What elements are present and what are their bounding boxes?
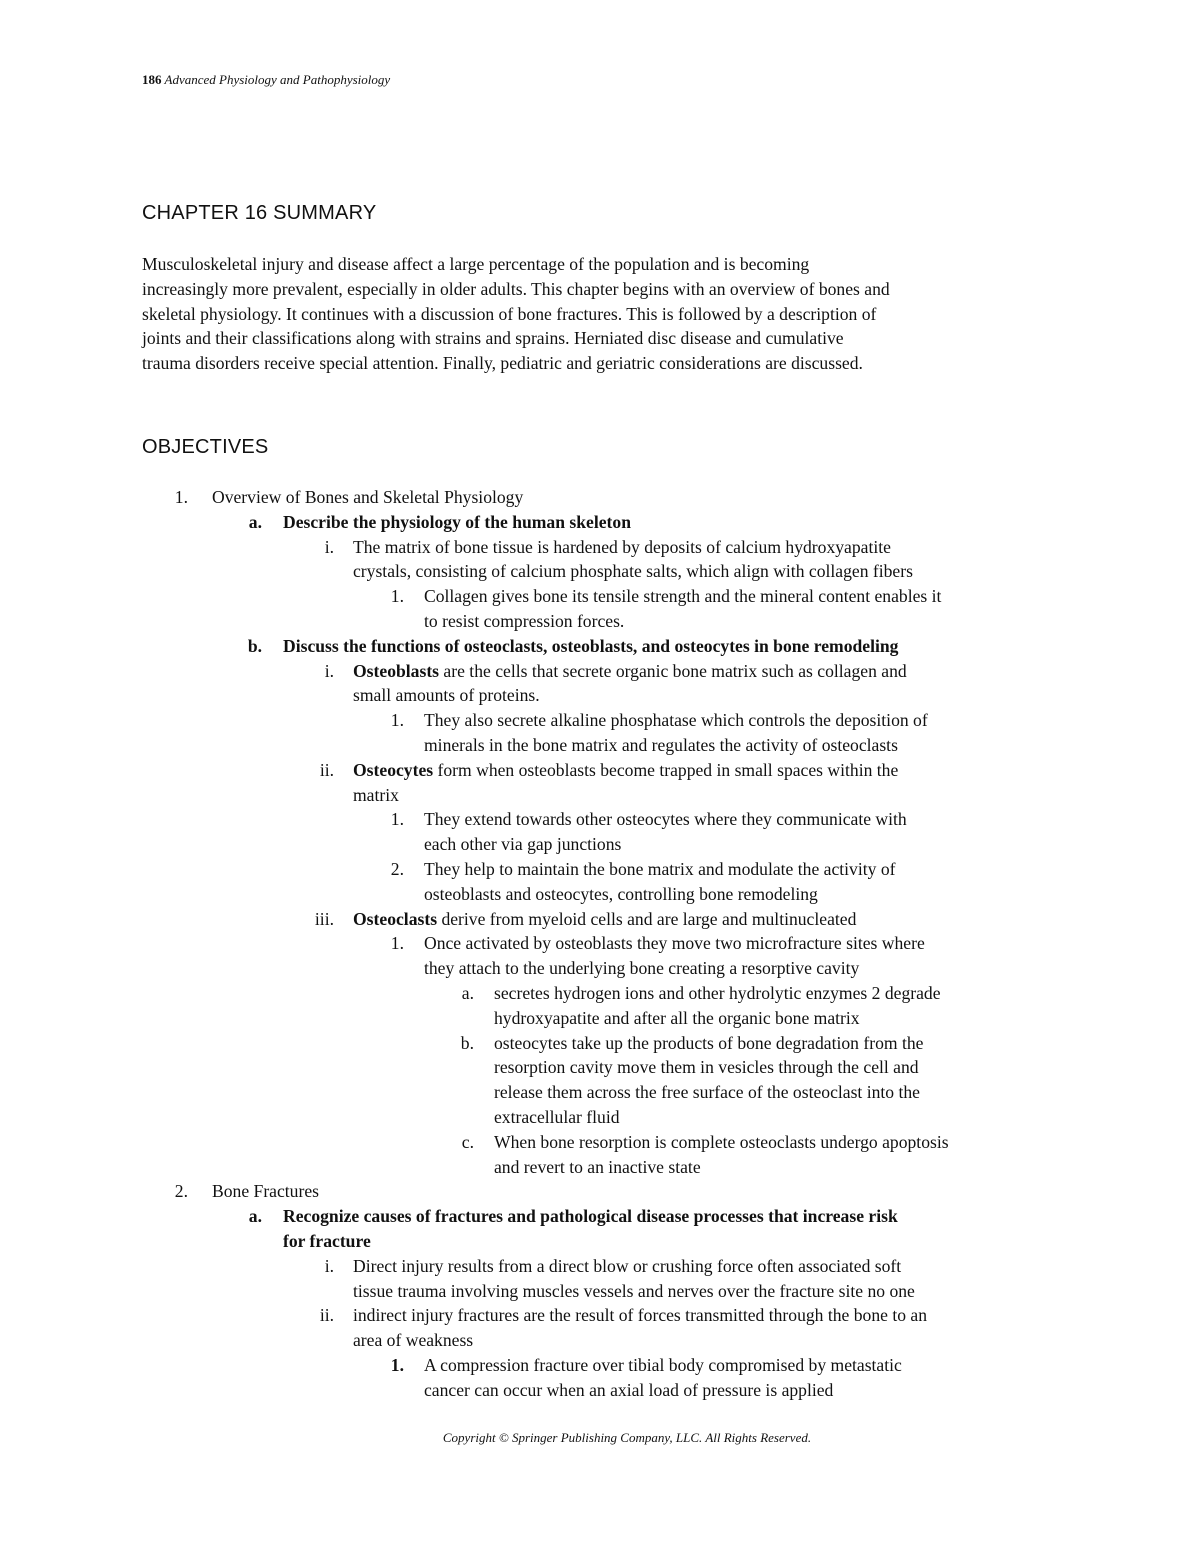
summary-line: trauma disorders receive special attention. Finally, pediatric and geriatric considerations are discussed. [142, 353, 863, 374]
objective-line [424, 857, 895, 882]
objective-line [212, 485, 523, 510]
list-marker: 1. [390, 586, 404, 607]
list-marker: a. [248, 1206, 262, 1227]
objective-line [283, 634, 898, 659]
objective-line [424, 708, 928, 733]
list-marker: 2. [174, 1181, 188, 1202]
list-marker: b. [247, 635, 262, 656]
book-title: Advanced Physiology and Pathophysiology [164, 72, 391, 87]
objective-line [494, 1130, 949, 1155]
objective-line [494, 981, 941, 1006]
objective-text: The matrix of bone tissue is hardened by deposits of calcium hydroxyapatite [353, 536, 891, 557]
objective-text: Bone Fractures [212, 1181, 319, 1202]
objective-line [353, 1303, 927, 1328]
objective-text: They extend towards other osteocytes where they communicate with [424, 809, 907, 830]
objective-line [353, 559, 913, 584]
summary-paragraph [142, 252, 1062, 376]
summary-heading: CHAPTER 16 SUMMARY [142, 202, 377, 224]
objective-line [424, 584, 941, 609]
objective-text: Discuss the functions of osteoclasts, osteoblasts, and osteocytes in bone remodeling [283, 635, 899, 656]
objective-text: are the cells that secrete organic bone matrix such as collagen and [439, 660, 907, 681]
list-marker: 1. [174, 487, 188, 507]
objective-line [283, 510, 631, 535]
objective-line [424, 609, 624, 634]
list-marker: 1. [390, 1355, 404, 1375]
objective-line [353, 907, 856, 932]
objective-text: matrix [353, 784, 399, 805]
objective-text: crystals, consisting of calcium phosphate salts, which align with collagen fibers [353, 561, 913, 582]
objective-line [353, 1279, 915, 1304]
objective-text: Recognize causes of fractures and pathological disease processes that increase risk [283, 1206, 898, 1227]
list-marker: i. [324, 1255, 334, 1276]
objective-text: tissue trauma involving muscles vessels and nerves over the fracture site no one [353, 1280, 915, 1301]
objective-text: cancer can occur when an axial load of pressure is applied [424, 1379, 834, 1400]
objective-text: each other via gap junctions [424, 834, 622, 855]
list-marker: a. [461, 983, 474, 1003]
objectives-heading: OBJECTIVES [142, 436, 269, 458]
cell-term: Osteoclasts [353, 908, 438, 929]
objective-text: minerals in the bone matrix and regulates the activity of osteoclasts [424, 735, 898, 755]
objective-text: form when osteoblasts become trapped in small spaces within the [433, 759, 899, 780]
list-marker: a. [248, 511, 262, 532]
list-marker: i. [324, 660, 334, 681]
objective-text: and revert to an inactive state [494, 1156, 701, 1177]
objective-text: A compression fracture over tibial body compromised by metastatic [424, 1355, 902, 1375]
list-marker: c. [461, 1131, 474, 1152]
objective-text: release them across the free surface of the osteoclast into the [494, 1082, 920, 1103]
objective-text: hydroxyapatite and after all the organic bone matrix [494, 1007, 860, 1028]
objective-text: resorption cavity move them in vesicles through the cell and [494, 1057, 919, 1078]
objective-text: derive from myeloid cells and are large and multinucleated [437, 908, 857, 929]
objective-line [283, 1229, 371, 1254]
objective-text: Once activated by osteoblasts they move two microfracture sites where [424, 933, 925, 954]
objective-line [353, 683, 540, 708]
objective-text: osteoblasts and osteocytes, controlling bone remodeling [424, 883, 818, 904]
objective-line [353, 783, 399, 808]
objective-text: When bone resorption is complete osteoclasts undergo apoptosis [494, 1131, 949, 1152]
objective-text: They also secrete alkaline phosphatase which controls the deposition of [424, 710, 928, 731]
objective-text: to resist compression forces. [424, 611, 625, 631]
objective-line [494, 1006, 860, 1031]
list-marker: b. [460, 1032, 474, 1053]
list-marker: iii. [314, 908, 334, 929]
objective-line [424, 733, 898, 758]
objective-text: area of weakness [353, 1330, 474, 1351]
objective-line [424, 807, 907, 832]
summary-line: skeletal physiology. It continues with a discussion of bone fractures. This is followed by a description of [142, 303, 877, 324]
list-marker: 2. [390, 859, 404, 879]
list-marker: ii. [319, 759, 334, 780]
summary-line: increasingly more prevalent, especially in older adults. This chapter begins with an overview of bones and [142, 278, 890, 299]
objective-text: Describe the physiology of the human skeleton [283, 511, 631, 532]
objective-line [424, 832, 621, 857]
objective-line [494, 1055, 919, 1080]
objective-line [494, 1080, 920, 1105]
list-marker: 1. [390, 809, 404, 830]
objective-text: osteocytes take up the products of bone degradation from the [494, 1032, 924, 1053]
objective-line [494, 1105, 620, 1130]
running-head [142, 72, 390, 88]
objective-line [494, 1155, 701, 1180]
objective-line [424, 882, 818, 907]
objective-line [353, 659, 907, 684]
objective-line [353, 758, 898, 783]
list-marker: 1. [390, 710, 404, 731]
summary-line: Musculoskeletal injury and disease affect a large percentage of the population and is becoming [142, 254, 810, 274]
objective-line [424, 1353, 902, 1378]
copyright-footer: Copyright © Springer Publishing Company, LLC. All Rights Reserved. [442, 1430, 812, 1445]
list-marker: i. [324, 536, 334, 557]
objective-text: extracellular fluid [494, 1107, 620, 1127]
cell-term: Osteocytes [353, 759, 434, 780]
objective-line [424, 956, 859, 981]
objective-text: indirect injury fractures are the result of forces transmitted through the bone to an [353, 1305, 928, 1326]
cell-term: Osteoblasts [353, 660, 440, 681]
objective-text: they attach to the underlying bone creating a resorptive cavity [424, 958, 860, 979]
objective-text: Collagen gives bone its tensile strength and the mineral content enables it [424, 586, 942, 607]
objective-text: secretes hydrogen ions and other hydrolytic enzymes 2 degrade [494, 983, 941, 1003]
objective-line [353, 1328, 473, 1353]
objective-text: Direct injury results from a direct blow or crushing force often associated soft [353, 1255, 902, 1276]
objective-line [424, 1378, 833, 1403]
objective-text: for fracture [283, 1231, 371, 1251]
summary-line: joints and their classifications along with strains and sprains. Herniated disc disease and cumulative [142, 328, 844, 349]
objective-text: small amounts of proteins. [353, 685, 540, 706]
objective-text: They help to maintain the bone matrix and modulate the activity of [424, 859, 896, 879]
objective-line [353, 535, 891, 560]
objective-line [212, 1179, 319, 1204]
list-marker: ii. [319, 1305, 334, 1326]
objective-text: Overview of Bones and Skeletal Physiology [212, 487, 524, 507]
list-marker: 1. [390, 933, 404, 954]
objective-line [283, 1204, 898, 1229]
objective-line [424, 931, 925, 956]
objective-line [353, 1254, 901, 1279]
objective-line [494, 1031, 923, 1056]
page-number: 186 [142, 72, 162, 87]
